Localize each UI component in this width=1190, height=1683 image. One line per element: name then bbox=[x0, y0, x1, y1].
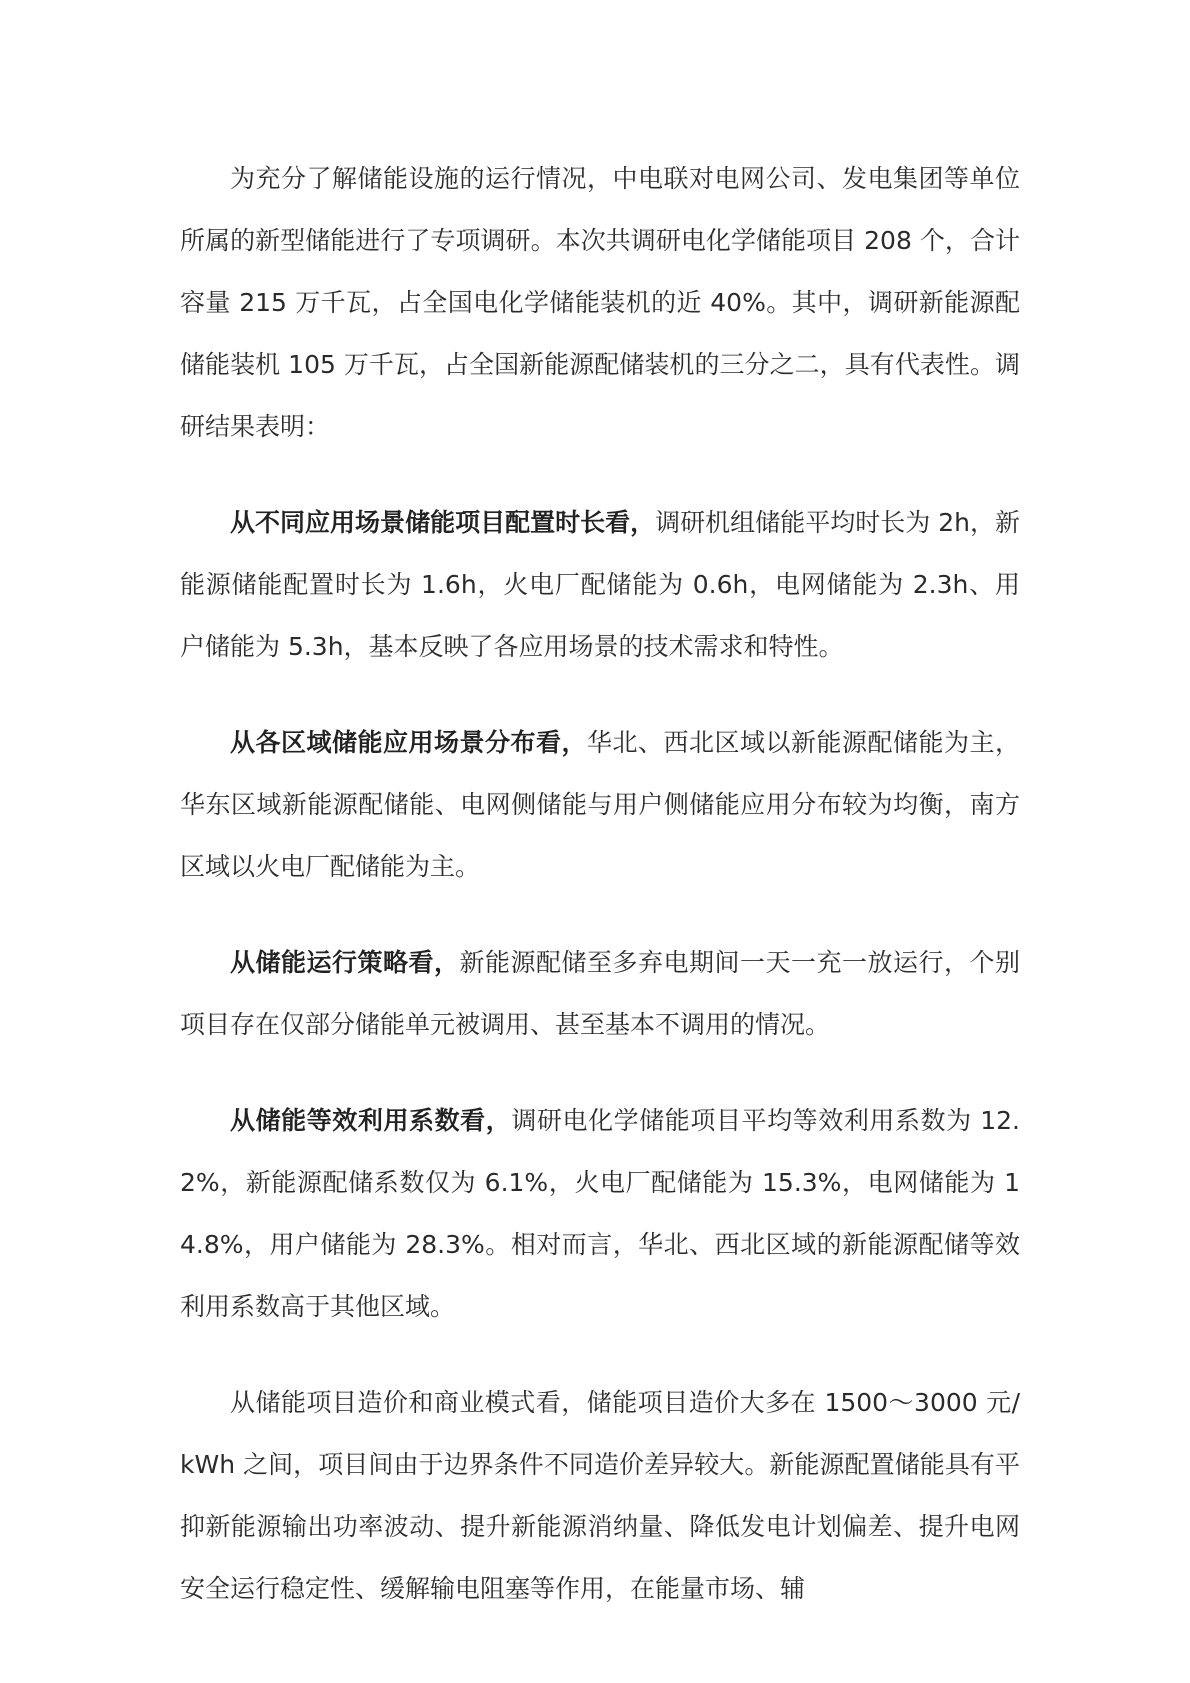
paragraph-utilization-factor bbox=[180, 1090, 1020, 1338]
paragraph-lead: 从不同应用场景储能项目配置时长看， bbox=[230, 508, 656, 537]
paragraph-lead: 从储能运行策略看， bbox=[230, 948, 460, 977]
paragraph-text: 新能源配储至多弃电期间一天一充一放运行，个别项目存在仅部分储能单元被调用、甚至基本不调用的情况。 bbox=[180, 948, 1020, 1039]
paragraph-text: 从储能项目造价和商业模式看，储能项目造价大多在 1500～3000 元/kWh 之间，项目间由于边界条件不同造价差异较大。新能源配置储能具有平抑新能源输出功率波动、提升新能源消纳量、降低发电计划偏差、提升电网安全运行稳定性、缓解输电阻塞等作用，在能量市场、辅 bbox=[180, 1388, 1020, 1603]
paragraph-intro bbox=[180, 148, 1020, 458]
paragraph-text: 华北、西北区域以新能源配储能为主，华东区域新能源配储能、电网侧储能与用户侧储能应用分布较为均衡，南方区域以火电厂配储能为主。 bbox=[180, 728, 1020, 881]
paragraph-text: 调研机组储能平均时长为 2h，新能源储能配置时长为 1.6h，火电厂配储能为 0.6h，电网储能为 2.3h、用户储能为 5.3h，基本反映了各应用场景的技术需求和特性。 bbox=[180, 508, 1020, 661]
paragraph-lead: 从储能等效利用系数看， bbox=[230, 1106, 512, 1135]
paragraph-duration bbox=[180, 492, 1020, 678]
paragraph-lead: 从各区域储能应用场景分布看， bbox=[230, 728, 587, 757]
paragraph-operation-strategy bbox=[180, 932, 1020, 1056]
paragraph-cost-business-model bbox=[180, 1372, 1020, 1620]
paragraph-text: 调研电化学储能项目平均等效利用系数为 12.2%，新能源配储系数仅为 6.1%，火电厂配储能为 15.3%，电网储能为 14.8%，用户储能为 28.3%。相对而言，华北、西北区域的新能源配储等效利用系数高于其他区域。 bbox=[180, 1106, 1020, 1321]
paragraph-text: 为充分了解储能设施的运行情况，中电联对电网公司、发电集团等单位所属的新型储能进行了专项调研。本次共调研电化学储能项目 208 个，合计容量 215 万千瓦，占全国电化学储能装机的近 40%。其中，调研新能源配储能装机 105 万千瓦，占全国新能源配储装机的三分之二，具有代表性。调研结果表明： bbox=[180, 164, 1020, 441]
paragraph-regional-distribution bbox=[180, 712, 1020, 898]
document-body bbox=[180, 148, 1020, 1654]
